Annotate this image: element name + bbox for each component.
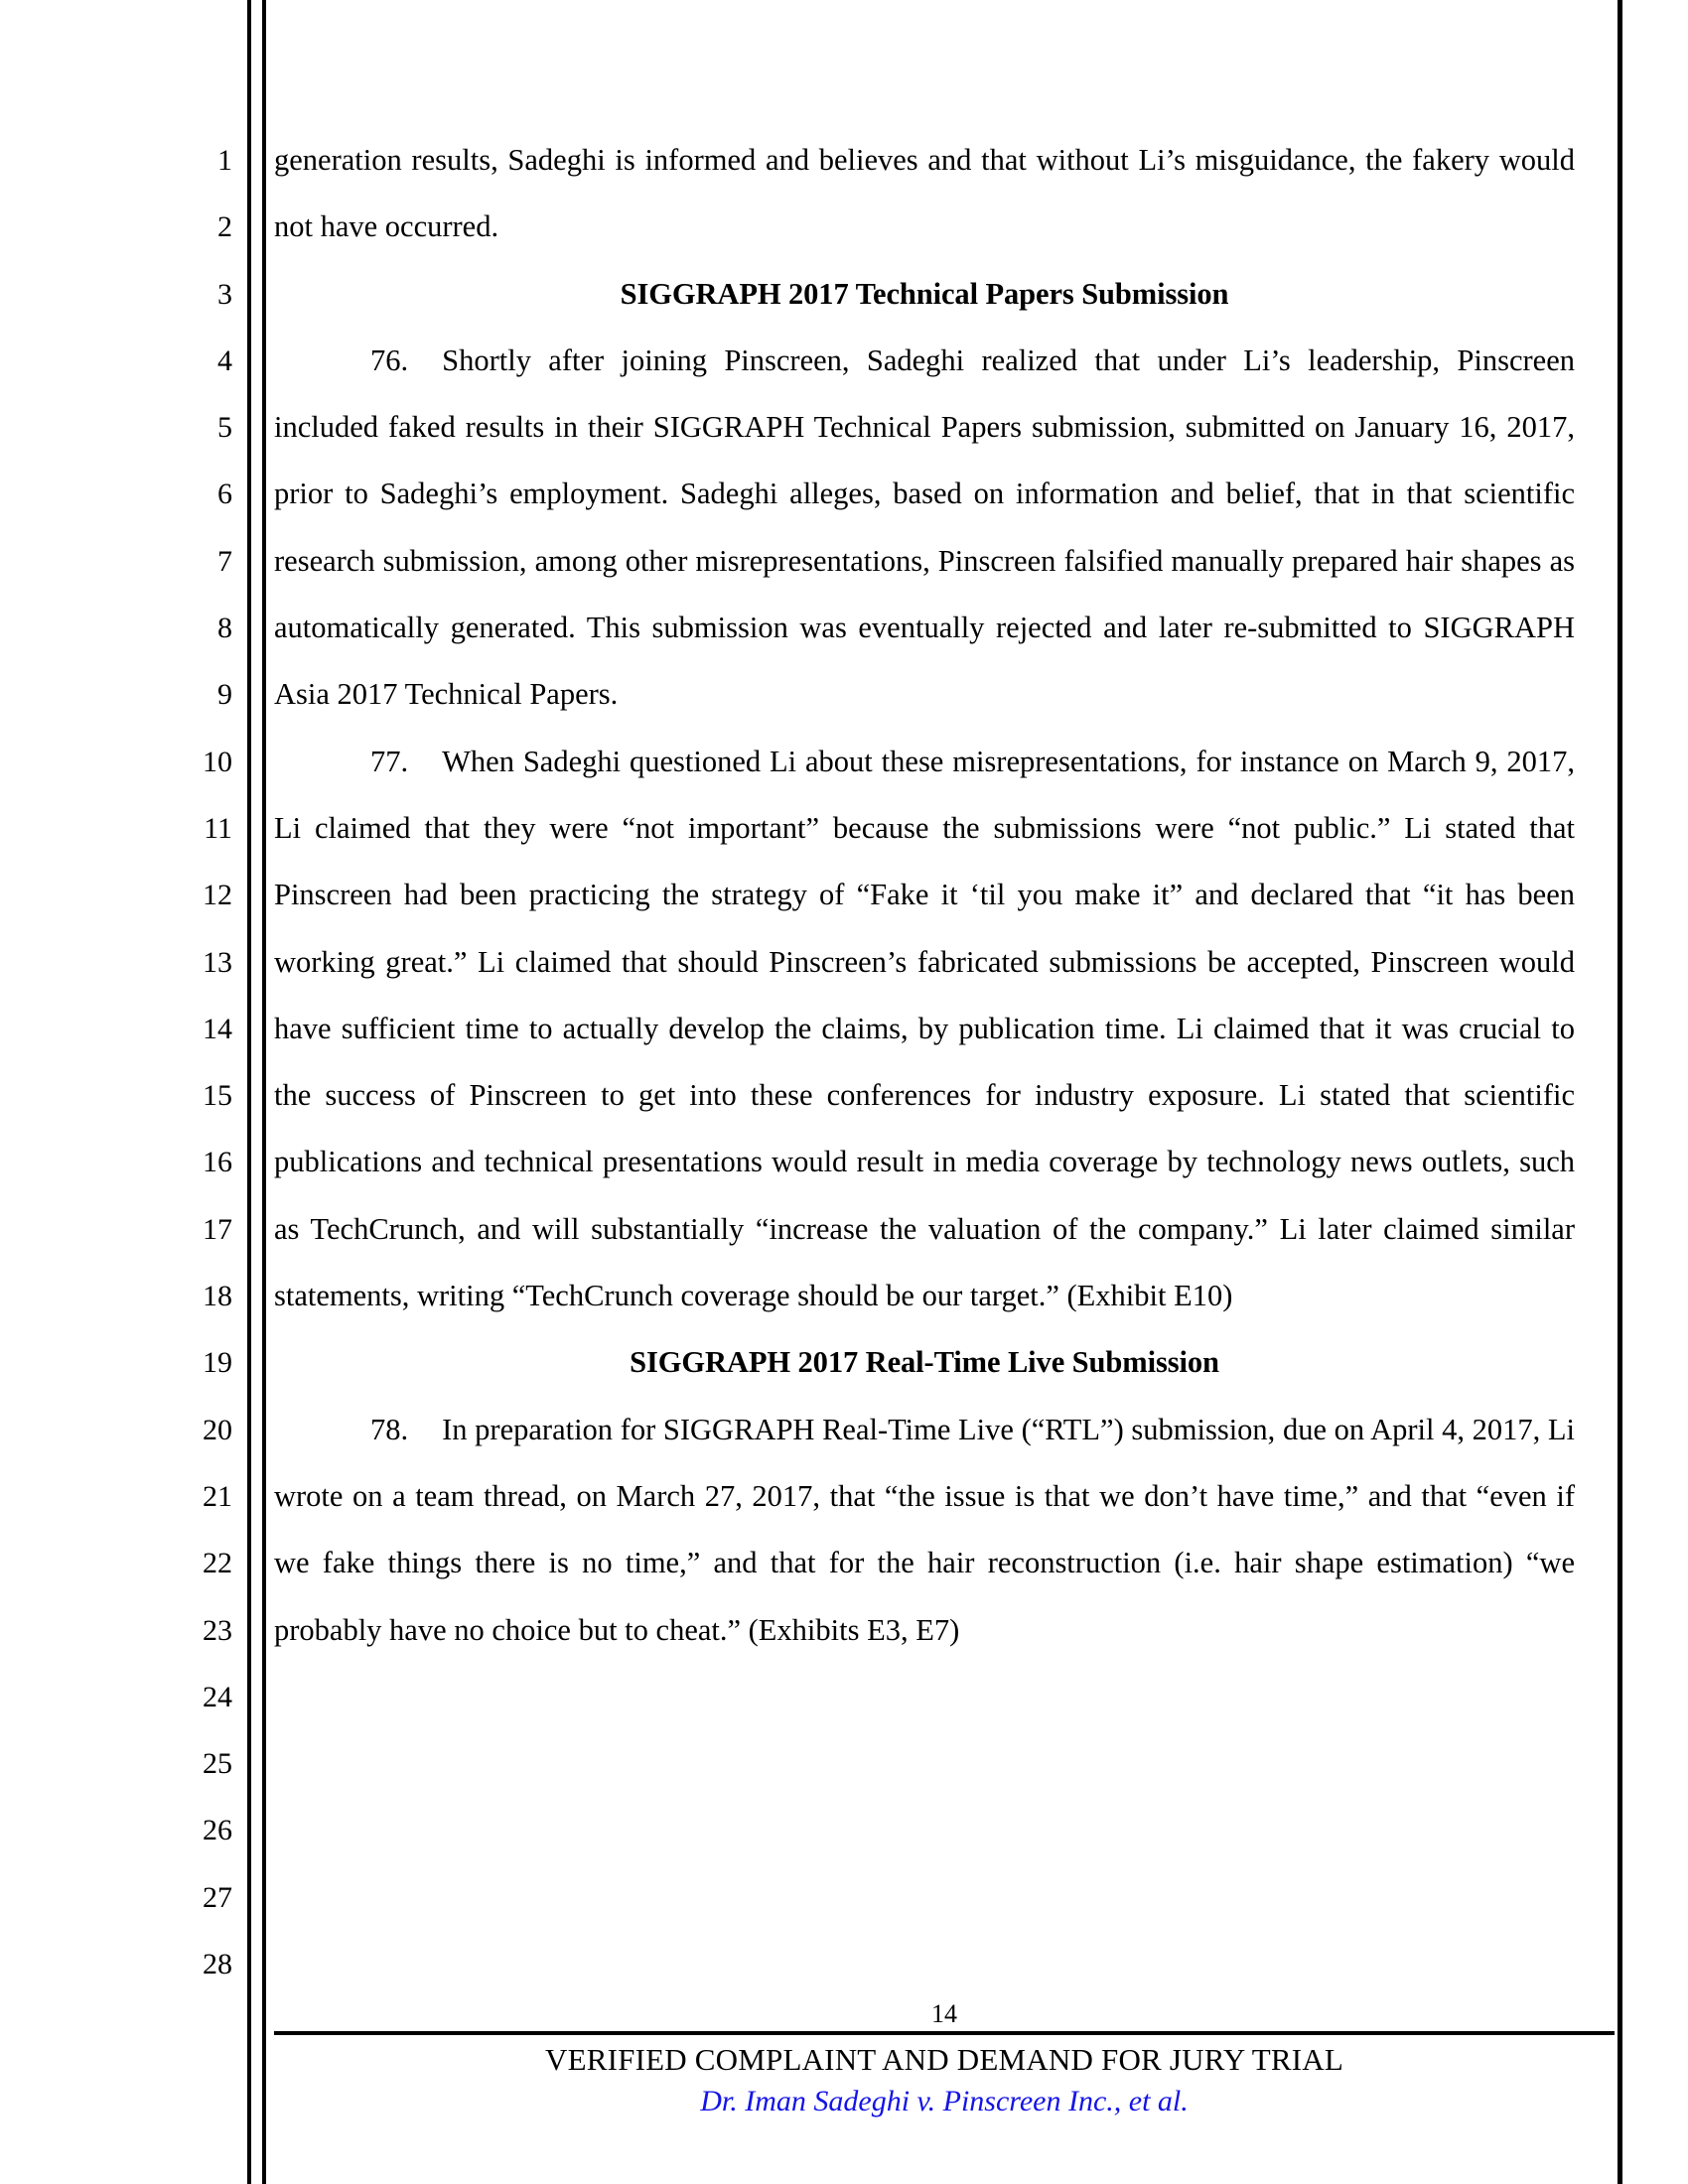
line-number-gutter [149,127,232,1997]
line-number: 14 [203,1012,232,1045]
line-number: 3 [217,277,232,311]
line-number: 28 [203,1948,232,1981]
line-number: 17 [203,1212,232,1246]
line-number: 7 [217,544,232,578]
line-number: 18 [203,1280,232,1313]
document-body [274,127,1575,1664]
line-number: 15 [203,1079,232,1113]
line-number: 5 [217,411,232,445]
line-number: 16 [203,1146,232,1179]
line-number: 12 [203,879,232,912]
continued-paragraph: generation results, Sadeghi is informed and believes and that without Li’s misguidance, the fakery would not have occurred. [274,143,1575,244]
line-number: 22 [203,1547,232,1580]
footer-document-title: VERIFIED COMPLAINT AND DEMAND FOR JURY TRIAL [545,2042,1343,2077]
right-margin-rule [1618,0,1622,2184]
paragraph-76 [274,328,1575,729]
page-footer [274,1999,1615,2122]
line-number: 19 [203,1346,232,1380]
line-number: 11 [204,811,232,845]
line-number: 10 [203,745,232,778]
footer-divider [274,2031,1615,2035]
paragraph-number-76: 76. [370,342,409,377]
paragraph-78-text: In preparation for SIGGRAPH Real-Time Live (“RTL”) submission, due on April 4, 2017, Li wrote on a team thread, on March 27, 2017, that “the issue is that we don’t have time,” and that “even if we fake things there is no time,” and that for the hair reconstruction (i.e. hair shape estimation) “we probably have no choice but to cheat.” (Exhibits E3, E7) [274,1412,1575,1647]
line-number: 4 [217,343,232,377]
line-number: 26 [203,1814,232,1847]
line-number: 2 [217,210,232,244]
line-number: 25 [203,1747,232,1781]
line-number: 20 [203,1413,232,1446]
left-margin-rule-outer [247,0,251,2184]
line-number: 23 [203,1613,232,1647]
line-number: 9 [217,678,232,712]
paragraph-number-78: 78. [370,1412,409,1446]
line-number: 8 [217,612,232,645]
line-number: 24 [203,1680,232,1713]
paragraph-number-77: 77. [370,744,409,778]
section-heading-technical-papers: SIGGRAPH 2017 Technical Papers Submission [620,276,1229,311]
footer-case-caption: Dr. Iman Sadeghi v. Pinscreen Inc., et al. [700,2085,1189,2117]
line-number: 13 [203,945,232,979]
paragraph-77-text: When Sadeghi questioned Li about these misrepresentations, for instance on March 9, 2017, Li claimed that they were “not important” because the submissions were “not public.” Li stated that Pinscreen had been practicing the strategy of “Fake it ‘til you make it” and declared that “it has been working great.” Li claimed that should Pinscreen’s fabricated submissions be accepted, Pinscreen would have sufficient time to actually develop the claims, by publication time. Li claimed that it was crucial to the success of Pinscreen to get into these conferences for industry exposure. Li stated that scientific publications and technical presentations would result in media coverage by technology news outlets, such as TechCrunch, and will substantially “increase the valuation of the company.” Li later claimed similar statements, writing “TechCrunch coverage should be our target.” (Exhibit E10) [274,744,1575,1313]
section-heading-real-time-live: SIGGRAPH 2017 Real-Time Live Submission [630,1345,1219,1380]
paragraph-77 [274,729,1575,1330]
left-margin-rule-inner [262,0,266,2184]
paragraph-76-text: Shortly after joining Pinscreen, Sadeghi realized that under Li’s leadership, Pinscreen included faked results in their SIGGRAPH Technical Papers submission, submitted on January 16, 2017, prior to Sadeghi’s employment. Sadeghi alleges, based on information and belief, that in that scientific research submission, among other misrepresentations, Pinscreen falsified manually prepared hair shapes as automatically generated. This submission was eventually rejected and later re-submitted to SIGGRAPH Asia 2017 Technical Papers. [274,342,1575,712]
line-number: 6 [217,478,232,511]
page-number: 14 [931,1999,957,2028]
line-number: 27 [203,1880,232,1914]
line-number: 21 [203,1479,232,1513]
paragraph-78 [274,1397,1575,1664]
line-number: 1 [217,144,232,177]
